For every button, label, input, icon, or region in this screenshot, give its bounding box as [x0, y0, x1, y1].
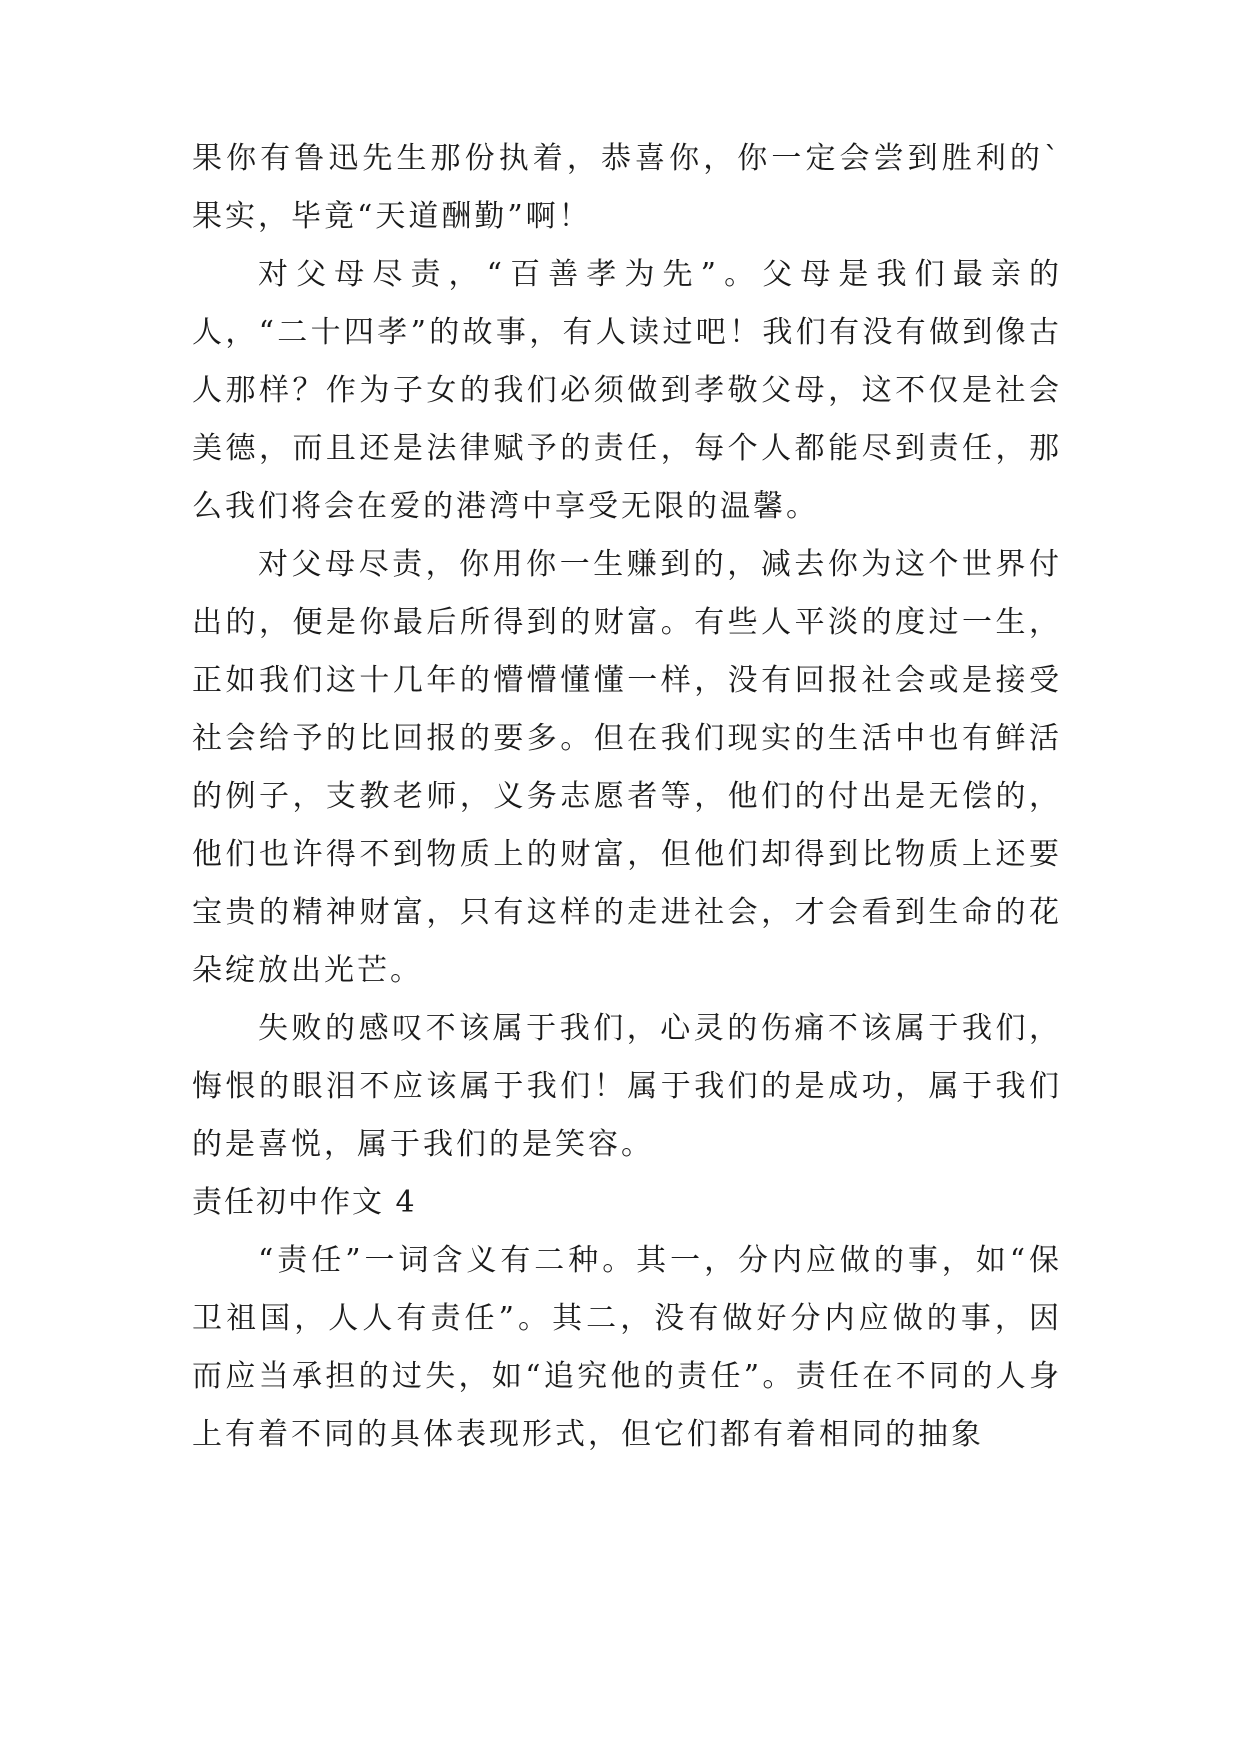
paragraph-continuation: 果你有鲁迅先生那份执着，恭喜你，你一定会尝到胜利的`果实，毕竟“天道酬勤”啊！	[192, 141, 1062, 234]
paragraph-responsibility-definition: “责任”一词含义有二种。其一，分内应做的事，如“保卫祖国，人人有责任”。其二，没有做好分内应做的事，因而应当承担的过失，如“追究他的责任”。责任在不同的人身上有着不同的具体表现形式，但它们都有着相同的抽象	[192, 1243, 1062, 1452]
paragraph-wealth: 对父母尽责，你用你一生赚到的，减去你为这个世界付出的，便是你最后所得到的财富。有些人平淡的度过一生，正如我们这十几年的懵懵懂懂一样，没有回报社会或是接受社会给予的比回报的要多。但在我们现实的生活中也有鲜活的例子，支教老师，义务志愿者等，他们的付出是无偿的，他们也许得不到物质上的财富，但他们却得到比物质上还要宝贵的精神财富，只有这样的走进社会，才会看到生命的花朵绽放出光芒。	[192, 547, 1062, 988]
paragraph-success: 失败的感叹不该属于我们，心灵的伤痛不该属于我们，悔恨的眼泪不应该属于我们！属于我们的是成功，属于我们的是喜悦，属于我们的是笑容。	[192, 1011, 1062, 1162]
paragraph-filial-duty: 对父母尽责，“百善孝为先”。父母是我们最亲的人，“二十四孝”的故事，有人读过吧！我们有没有做到像古人那样？作为子女的我们必须做到孝敬父母，这不仅是社会美德，而且还是法律赋予的责任，每个人都能尽到责任，那么我们将会在爱的港湾中享受无限的温馨。	[192, 257, 1062, 524]
section-title: 责任初中作文 4	[192, 1185, 417, 1220]
